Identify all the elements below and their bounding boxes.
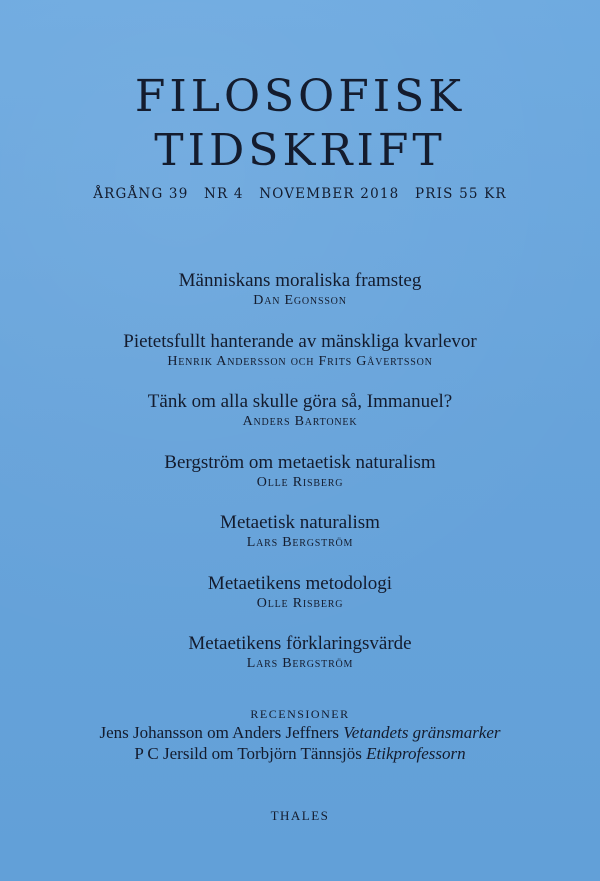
article-entry: [0, 512, 600, 573]
article-author: Olle Risberg: [256, 595, 344, 611]
article-entry: [0, 391, 600, 452]
issue-price: PRIS 55 KR: [414, 186, 507, 202]
article-entry: [0, 633, 600, 694]
article-title: Tänk om alla skulle göra så, Immanuel?: [147, 391, 453, 412]
article-author: Lars Bergström: [246, 535, 354, 550]
issue-number: NR 4: [204, 186, 244, 202]
review-book-title: Vetandets gränsmarker: [343, 723, 501, 742]
article-author: Lars Bergström: [246, 656, 354, 671]
article-title: Människans moraliska framsteg: [178, 270, 422, 291]
article-title: Pietetsfullt hanterande av mänskliga kvarlevor: [123, 330, 477, 352]
reviews-section: [0, 706, 600, 764]
issue-date: NOVEMBER 2018: [259, 186, 400, 202]
article-entry: [0, 452, 600, 513]
review-book-title: Etikprofessorn: [366, 744, 466, 763]
table-of-contents: [0, 270, 600, 694]
article-title: Metaetikens metodologi: [207, 572, 393, 594]
article-author: Anders Bartonek: [242, 414, 358, 429]
review-entry: [0, 722, 600, 743]
issue-volume: ÅRGÅNG 39: [93, 186, 189, 202]
article-title: Metaetisk naturalism: [220, 512, 380, 533]
article-author: Dan Egonsson: [253, 293, 347, 308]
review-entry: [0, 743, 600, 764]
article-title: Bergström om metaetisk naturalism: [164, 451, 436, 473]
review-text: P C Jersild om Torbjörn Tännsjös: [134, 744, 367, 763]
publisher-name: THALES: [270, 808, 330, 823]
article-title: Metaetikens förklaringsvärde: [188, 633, 412, 654]
article-author: Olle Risberg: [256, 474, 344, 490]
review-text: Jens Johansson om Anders Jeffners: [99, 723, 344, 742]
article-author: Henrik Andersson och Frits Gåvertsson: [167, 353, 433, 369]
article-entry: [0, 270, 600, 331]
issue-info: [0, 186, 600, 202]
article-entry: [0, 331, 600, 392]
masthead-line-2: TIDSKRIFT: [154, 125, 446, 176]
masthead-line-1: FILOSOFISK: [134, 71, 466, 122]
article-entry: [0, 573, 600, 634]
reviews-heading: RECENSIONER: [250, 707, 350, 721]
